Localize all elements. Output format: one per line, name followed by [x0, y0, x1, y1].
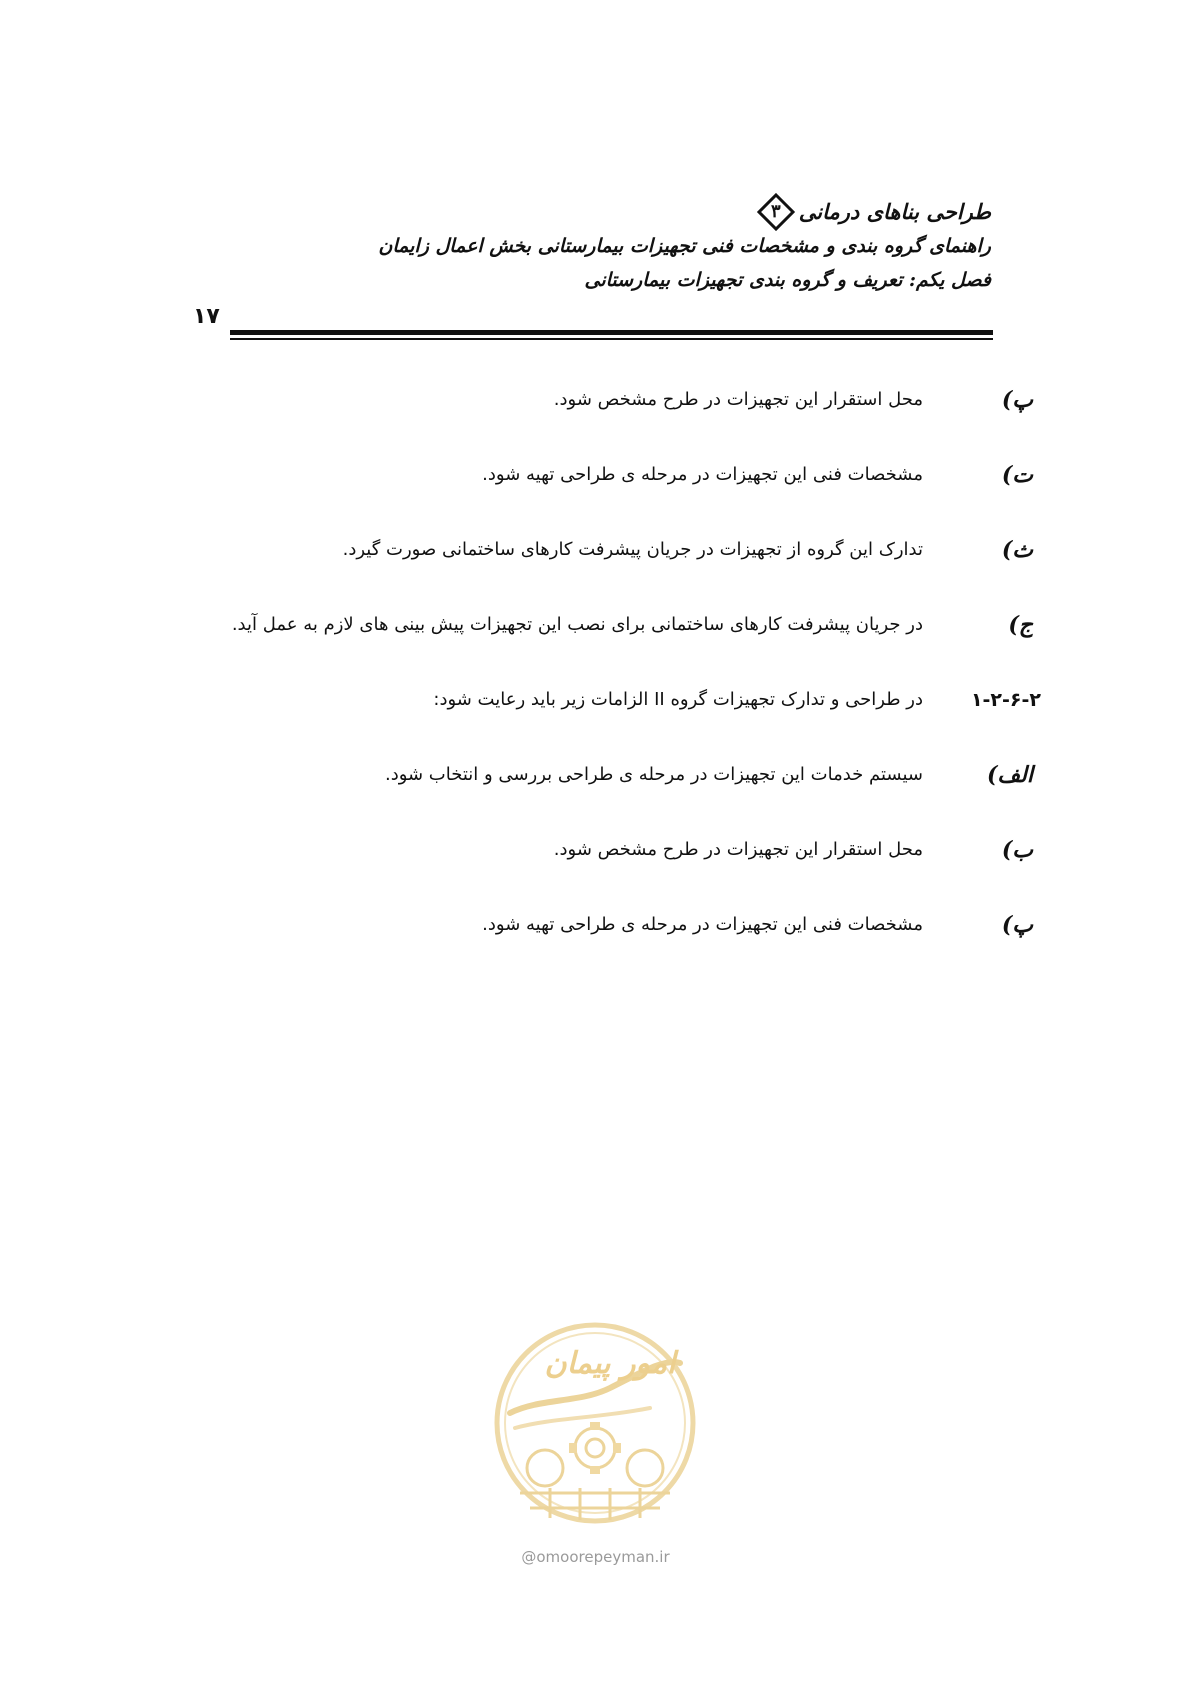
item-marker: ت) [1001, 462, 1033, 488]
item-marker: ج) [1008, 612, 1033, 638]
item-marker: ث) [1001, 537, 1033, 563]
item-text: در طراحی و تدارک تجهیزات گروه II الزامات زیر باید رعایت شود: [433, 689, 923, 710]
item-text: مشخصات فنی این تجهیزات در مرحله ی طراحی تهیه شود. [482, 464, 923, 485]
volume-number: ۳ [770, 201, 781, 222]
page-number: ۱۷ [193, 304, 220, 329]
header-rule-thin [230, 338, 993, 340]
list-item [200, 535, 1041, 610]
item-text: سیستم خدمات این تجهیزات در مرحله ی طراحی بررسی و انتخاب شود. [384, 764, 923, 785]
header-subtitle: راهنمای گروه بندی و مشخصات فنی تجهیزات بیمارستانی بخش اعمال زایمان [378, 235, 991, 257]
volume-badge [757, 193, 795, 231]
logo-lettering: امور پیمان [544, 1346, 676, 1381]
page-header [231, 195, 991, 297]
book-title: طراحی بناهای درمانی [798, 199, 991, 224]
item-text: در جریان پیشرفت کارهای ساختمانی برای نصب این تجهیزات پیش بینی های لازم به عمل آید. [231, 614, 923, 635]
list-item [200, 460, 1041, 535]
item-marker: پ) [1001, 912, 1033, 938]
content-list [200, 385, 1041, 985]
header-title-row [231, 195, 991, 229]
list-item [200, 760, 1041, 835]
item-text: محل استقرار این تجهیزات در طرح مشخص شود. [553, 389, 923, 410]
watermark-logo [490, 1318, 700, 1528]
header-chapter: فصل یکم: تعریف و گروه بندی تجهیزات بیمارستانی [584, 269, 991, 291]
item-text: مشخصات فنی این تجهیزات در مرحله ی طراحی تهیه شود. [482, 914, 923, 935]
item-marker: الف) [987, 762, 1033, 788]
section-item [200, 685, 1041, 760]
list-item [200, 910, 1041, 985]
item-marker: ب) [1001, 837, 1033, 863]
item-text: تدارک این گروه از تجهیزات در جریان پیشرفت کارهای ساختمانی صورت گیرد. [342, 539, 923, 560]
list-item [200, 610, 1041, 685]
list-item [200, 835, 1041, 910]
list-item [200, 385, 1041, 460]
watermark-handle: @omoorepeyman.ir [521, 1548, 670, 1566]
section-number: ۱-۲-۶-۲ [970, 689, 1041, 711]
item-marker: پ) [1001, 387, 1033, 413]
item-text: محل استقرار این تجهیزات در طرح مشخص شود. [553, 839, 923, 860]
header-rule-thick [230, 330, 993, 335]
